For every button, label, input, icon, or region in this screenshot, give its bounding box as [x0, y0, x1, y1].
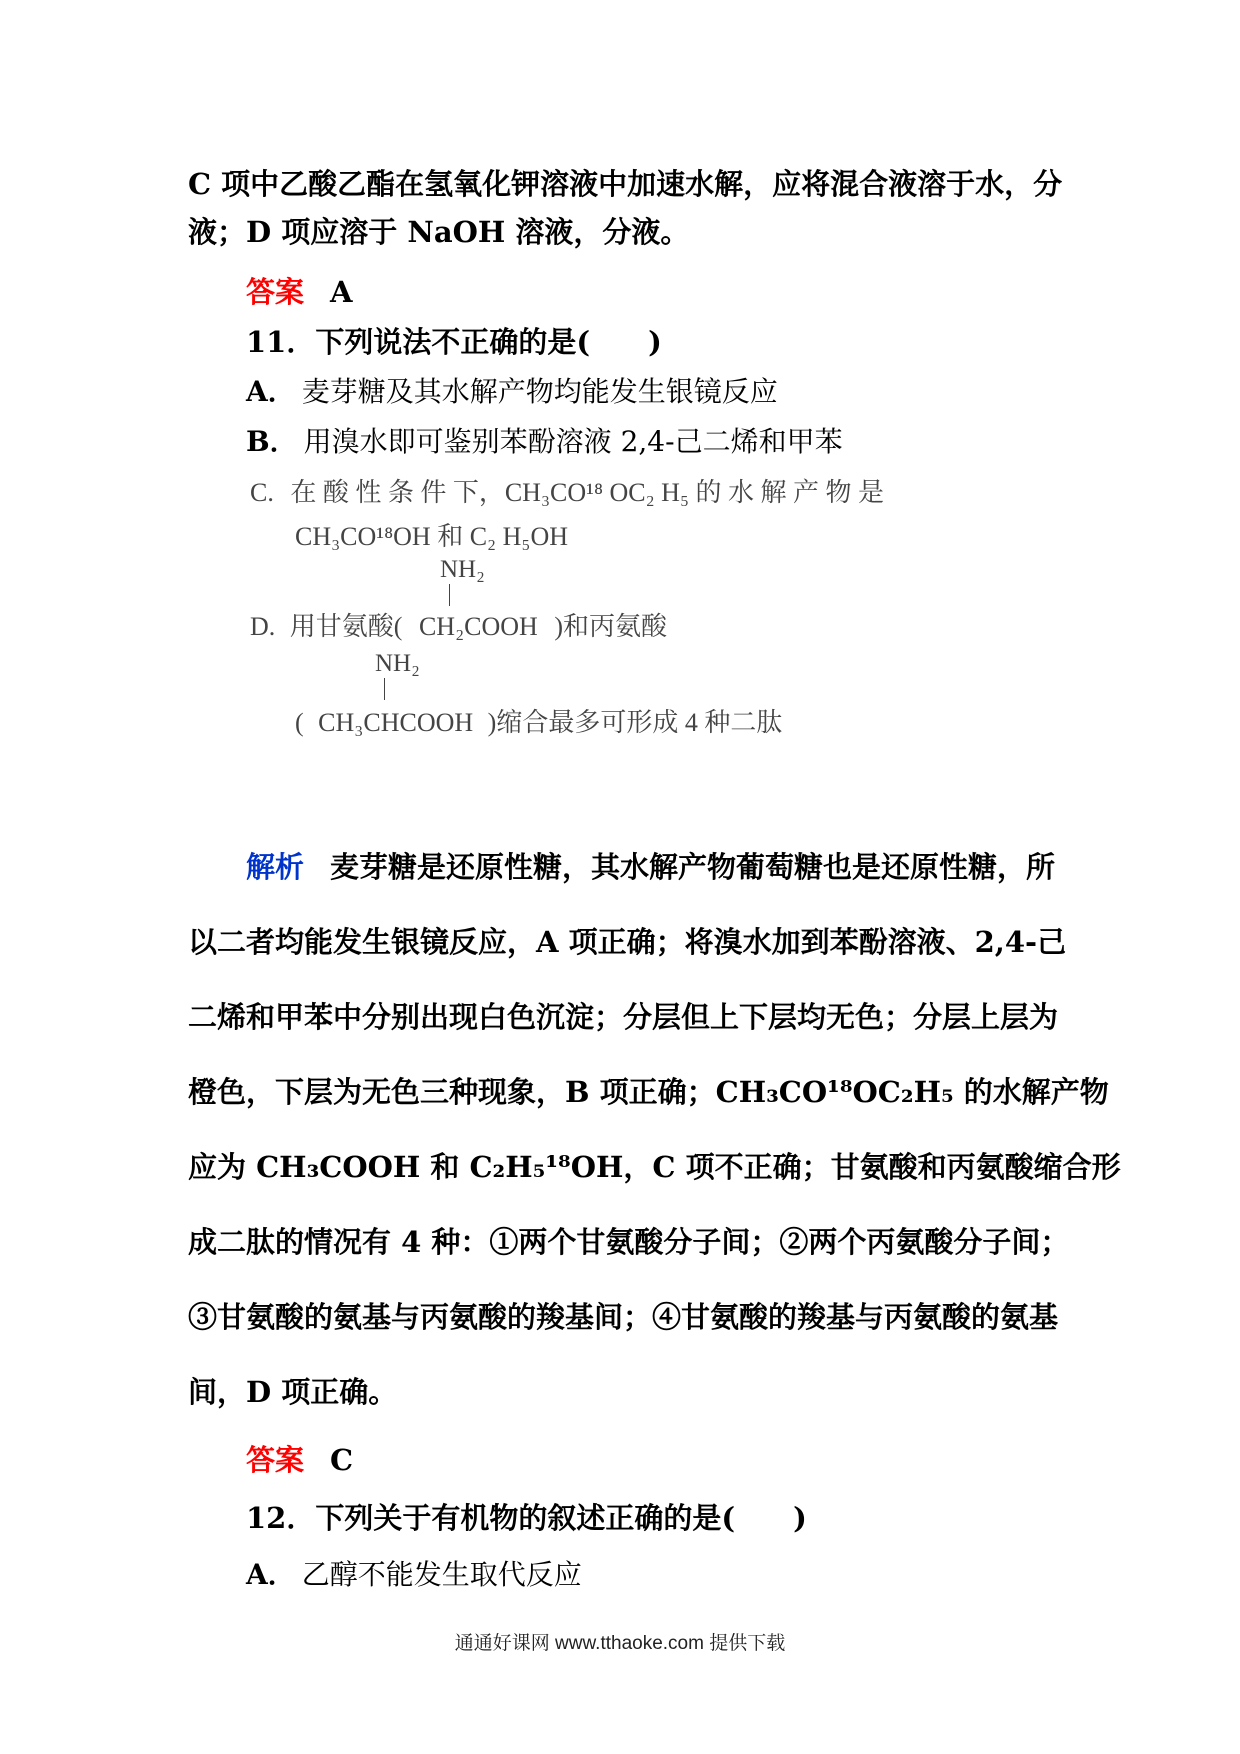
option-text: 麦芽糖及其水解产物均能发生银镜反应 — [301, 375, 778, 408]
question-12-option-a — [246, 1553, 582, 1593]
amino-group-label-2: NH₂ — [375, 650, 420, 677]
bond-line-2 — [384, 678, 385, 700]
option-text-pre: 用甘氨酸( — [289, 612, 403, 641]
option-text: 乙醇不能发生取代反应 — [301, 1558, 582, 1591]
answer-block-2 — [246, 1438, 353, 1479]
answer-label: 答案 — [246, 275, 305, 309]
intro-line-2: 液；D 项应溶于 NaOH 溶液，分液。 — [188, 215, 690, 249]
glycine-formula: CH₂COOH — [418, 612, 538, 641]
option-letter: C. — [250, 478, 274, 507]
question-11-option-a — [246, 370, 778, 410]
option-text: 在 酸 性 条 件 下，CH₃CO¹⁸ OC₂ H₅ 的 水 解 产 物 是 — [290, 478, 885, 507]
bond-line-1 — [449, 584, 450, 606]
question-12-stem: 12．下列关于有机物的叙述正确的是( ) — [246, 1501, 807, 1535]
alanine-formula: CH₃CHCOOH — [318, 708, 474, 737]
option-letter: B． — [246, 425, 298, 458]
option-text-pre: ( — [295, 708, 304, 737]
answer-block-1 — [246, 270, 353, 311]
analysis-line-4: 橙色，下层为无色三种现象，B 项正确；CH₃CO¹⁸OC₂H₅ 的水解产物 — [188, 1075, 1109, 1109]
question-11-stem: 11．下列说法不正确的是( ) — [246, 325, 662, 359]
answer-value: A — [330, 275, 353, 309]
option-letter: A． — [246, 1558, 296, 1591]
answer-label: 答案 — [246, 1443, 305, 1477]
question-11-option-d-line-1 — [250, 606, 667, 643]
analysis-line-5: 应为 CH₃COOH 和 C₂H₅¹⁸OH，C 项不正确；甘氨酸和丙氨酸缩合形 — [188, 1150, 1121, 1184]
analysis-line-6: 成二肽的情况有 4 种：①两个甘氨酸分子间；②两个丙氨酸分子间； — [188, 1225, 1070, 1259]
option-text: 用溴水即可鉴别苯酚溶液 2,4-己二烯和甲苯 — [303, 425, 843, 458]
option-letter: A． — [246, 375, 296, 408]
option-letter: D. — [250, 612, 276, 641]
answer-value: C — [330, 1443, 354, 1477]
analysis-line-7: ③甘氨酸的氨基与丙氨酸的羧基间；④甘氨酸的羧基与丙氨酸的氨基 — [188, 1300, 1059, 1334]
analysis-text: 麦芽糖是还原性糖，其水解产物葡萄糖也是还原性糖，所 — [330, 850, 1056, 884]
analysis-line-1 — [246, 845, 1055, 886]
option-text-post: )缩合最多可形成 4 种二肽 — [487, 708, 783, 737]
analysis-line-8: 间，D 项正确。 — [188, 1375, 398, 1409]
question-11-option-d-line-2 — [295, 702, 782, 739]
question-11-option-c-line-2: CH₃CO¹⁸OH 和 C₂ H₅OH — [295, 522, 569, 551]
intro-line-1: C 项中乙酸乙酯在氢氧化钾溶液中加速水解，应将混合液溶于水，分 — [188, 167, 1063, 201]
question-11-option-b — [246, 420, 843, 460]
analysis-line-3: 二烯和甲苯中分别出现白色沉淀；分层但上下层均无色；分层上层为 — [188, 1000, 1059, 1034]
amino-group-label-1: NH₂ — [440, 556, 485, 583]
question-11-option-c-line-1 — [250, 472, 884, 509]
option-text-post: )和丙氨酸 — [554, 612, 667, 641]
page-footer: 通通好课网 www.tthaoke.com 提供下载 — [454, 1633, 786, 1654]
analysis-label: 解析 — [246, 850, 305, 884]
analysis-line-2: 以二者均能发生银镜反应，A 项正确；将溴水加到苯酚溶液、2,4-己 — [188, 925, 1067, 959]
